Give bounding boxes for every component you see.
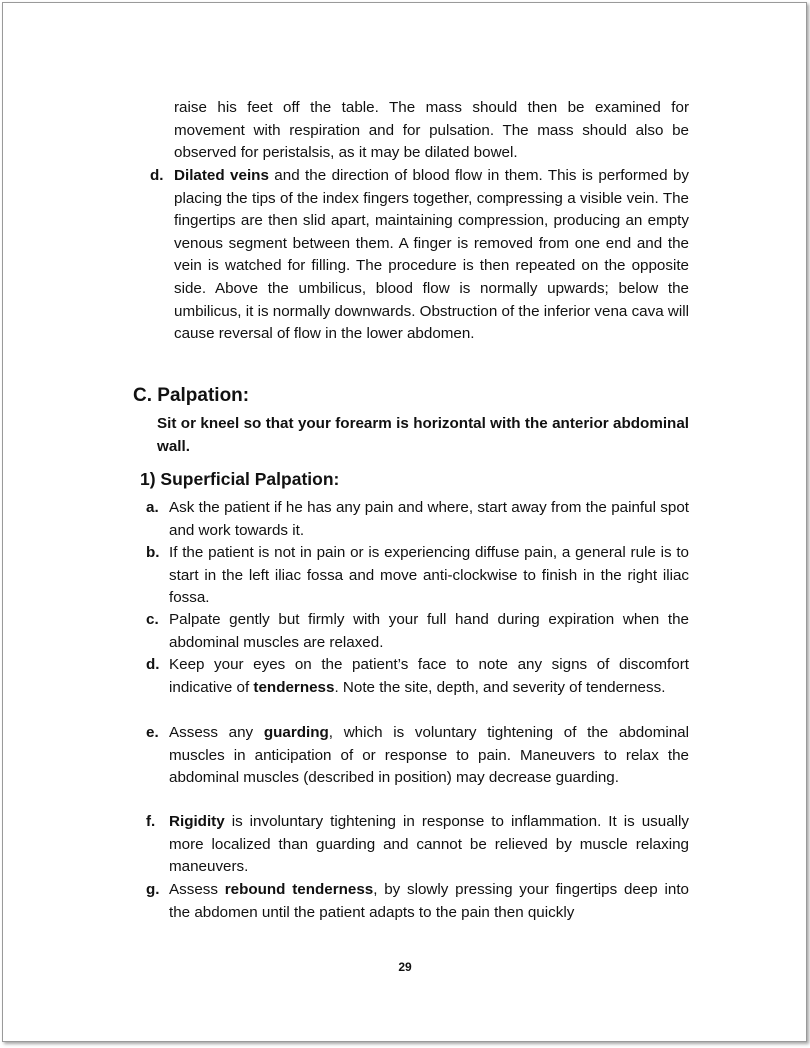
section-heading-palpation: C. Palpation: [133,385,250,406]
item-marker: d. [146,656,160,673]
list-item [169,654,689,699]
list-item [169,542,689,610]
item-text: , by slowly pressing your fingertips deep into the abdomen until the patient adapts to the pain then quickly [169,881,690,921]
item-text: and the direction of blood flow in them. This is performed by placing the tips of the index fingers together, compressing a visible vein. The fingertips are then slid apart, maintaining compression, producing an empty venous segment between them. A finger is removed from one end and the vein is watched for filling. The procedure is then repeated on the opposite side. Above the umbilicus, blood flow is normally upwards; below the umbilicus, it is normally downwards. Obstruction of the inferior vena cava will cause reversal of flow in the lower abdomen. [174,167,689,343]
item-marker: f. [146,813,156,830]
item-bold-term: Rigidity [169,813,225,830]
item-marker: e. [146,724,159,741]
item-bold-term: Dilated veins [174,167,269,184]
item-text: Assess [169,881,225,898]
item-text: Palpate gently but firmly with your full hand during expiration when the abdominal muscles are relaxed. [169,611,689,651]
item-marker: g. [146,881,160,898]
list-item [169,879,689,924]
subsection-heading-superficial-palpation: 1) Superficial Palpation: [140,469,340,489]
list-item [169,497,689,542]
continuation-paragraph: raise his feet off the table. The mass should then be examined for movement with respiration and for pulsation. The mass should also be observed for peristalsis, as it may be dilated bowel. [174,99,689,162]
item-text: Keep your eyes on the patient’s face to note any signs of discomfort indicative of [169,656,689,696]
list-item [169,811,689,879]
item-bold-term: guarding [263,724,329,741]
section-intro: Sit or kneel so that your forearm is horizontal with the anterior abdominal wall. [157,415,689,455]
item-text: is involuntary tightening in response to inflammation. It is usually more localized than guarding and cannot be relieved by muscle relaxing maneuvers. [169,813,689,876]
item-marker: d. [150,167,164,184]
item-text: Ask the patient if he has any pain and where, start away from the painful spot and work towards it. [169,499,689,539]
list-item [169,722,689,790]
list-item-dilated-veins [174,165,689,346]
item-text: Assess any [169,724,264,741]
item-marker: a. [146,499,159,516]
item-marker: c. [146,611,159,628]
item-bold-term: rebound tenderness [224,881,374,898]
item-text: . Note the site, depth, and severity of tenderness. [334,678,666,696]
item-text: If the patient is not in pain or is experiencing diffuse pain, a general rule is to start in the left iliac fossa and move anti-clockwise to finish in the right iliac fossa. [169,544,689,607]
list-item [169,609,689,654]
page-number: 29 [398,960,412,974]
item-marker: b. [146,544,160,561]
item-text: , which is voluntary tightening of the abdominal muscles in anticipation of or response to pain. Maneuvers to relax the abdominal muscles (described in position) may decrease guarding. [169,724,689,787]
item-bold-term: tenderness [253,678,335,696]
